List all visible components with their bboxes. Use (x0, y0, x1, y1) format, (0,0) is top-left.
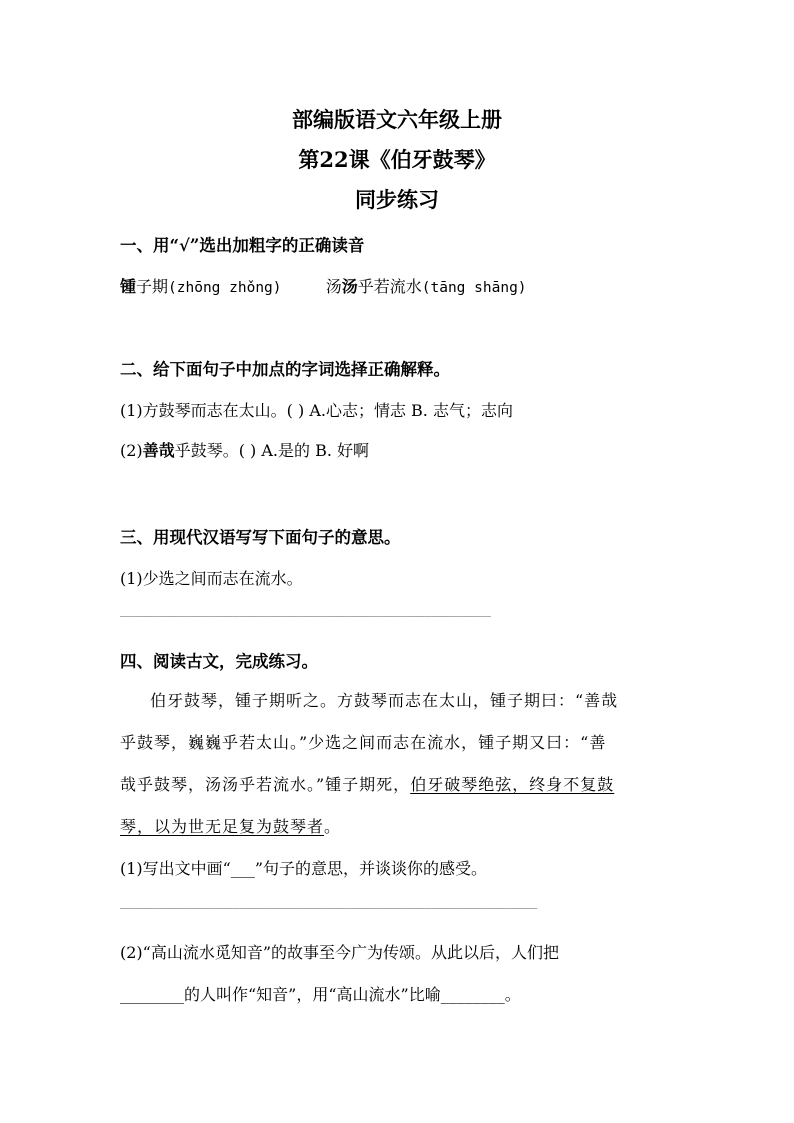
q1-item1-pinyin: (zhōng zhǒng) (168, 280, 282, 296)
passage-line-2: 乎鼓琴，巍巍乎若太山。”少选之间而志在流水，锺子期又曰：“善 (120, 733, 607, 752)
q4-sub2-line2: ________的人叫作“知音”，用“高山流水”比喻________。 (120, 985, 521, 1004)
q3-line1: (1)少选之间而志在流水。 (120, 569, 303, 588)
q1-item2-bold: 汤 (341, 277, 358, 296)
q2-line2-bold: 善哉 (142, 441, 175, 460)
passage-line-4 (120, 814, 341, 837)
q2-line2-rest: 乎鼓琴。( ) A.是的 B. 好啊 (174, 441, 370, 460)
q4-sub2-line1: (2)“高山流水觅知音”的故事至今广为传颂。从此以后，人们把 (120, 943, 560, 962)
subtitle: 同步练习 (355, 187, 439, 212)
q1-item2-rest: 乎若流水 (357, 277, 422, 296)
lesson-title: 第22课《伯牙鼓琴》 (298, 147, 496, 172)
q1-items (120, 274, 527, 297)
q1-item2-pre: 汤 (325, 277, 342, 296)
q4-sub1: (1)写出文中画“___”句子的意思，并谈谈你的感受。 (120, 859, 488, 878)
underlined-sentence-part-2: 琴，以为世无足复为鼓琴者 (120, 817, 325, 836)
q2-line1: (1)方鼓琴而志在太山。( ) A.心志；情志 B. 志气；志向 (120, 401, 513, 420)
q3-answer-line[interactable]: ________________________________________________________ (120, 604, 491, 617)
q4-heading: 四、阅读古文，完成练习。 (120, 652, 318, 671)
passage-line-4-end: 。 (324, 817, 342, 836)
q2-line2 (120, 438, 369, 461)
q4-answer-line[interactable]: _______________________________________________________________ (120, 896, 538, 909)
passage-line-3 (120, 772, 614, 795)
passage-line-3-pre: 哉乎鼓琴，汤汤乎若流水。”锺子期死， (120, 775, 411, 794)
passage-line-1: 伯牙鼓琴，锺子期听之。方鼓琴而志在太山，锺子期曰：“善哉 (150, 691, 619, 710)
q2-line2-pre: (2) (120, 441, 143, 460)
page-title: 部编版语文六年级上册 (292, 107, 502, 132)
q2-heading: 二、给下面句子中加点的字词选择正确解释。 (120, 360, 450, 379)
q1-item1-bold: 锺 (120, 277, 137, 296)
q1-item2-pinyin: (tāng shāng) (421, 280, 527, 296)
q1-heading: 一、用“√”选出加粗字的正确读音 (120, 236, 365, 255)
q1-item1-rest: 子期 (136, 277, 169, 296)
q3-heading: 三、用现代汉语写写下面句子的意思。 (120, 528, 401, 547)
underlined-sentence-part-1: 伯牙破琴绝弦，终身不复鼓 (410, 775, 615, 794)
